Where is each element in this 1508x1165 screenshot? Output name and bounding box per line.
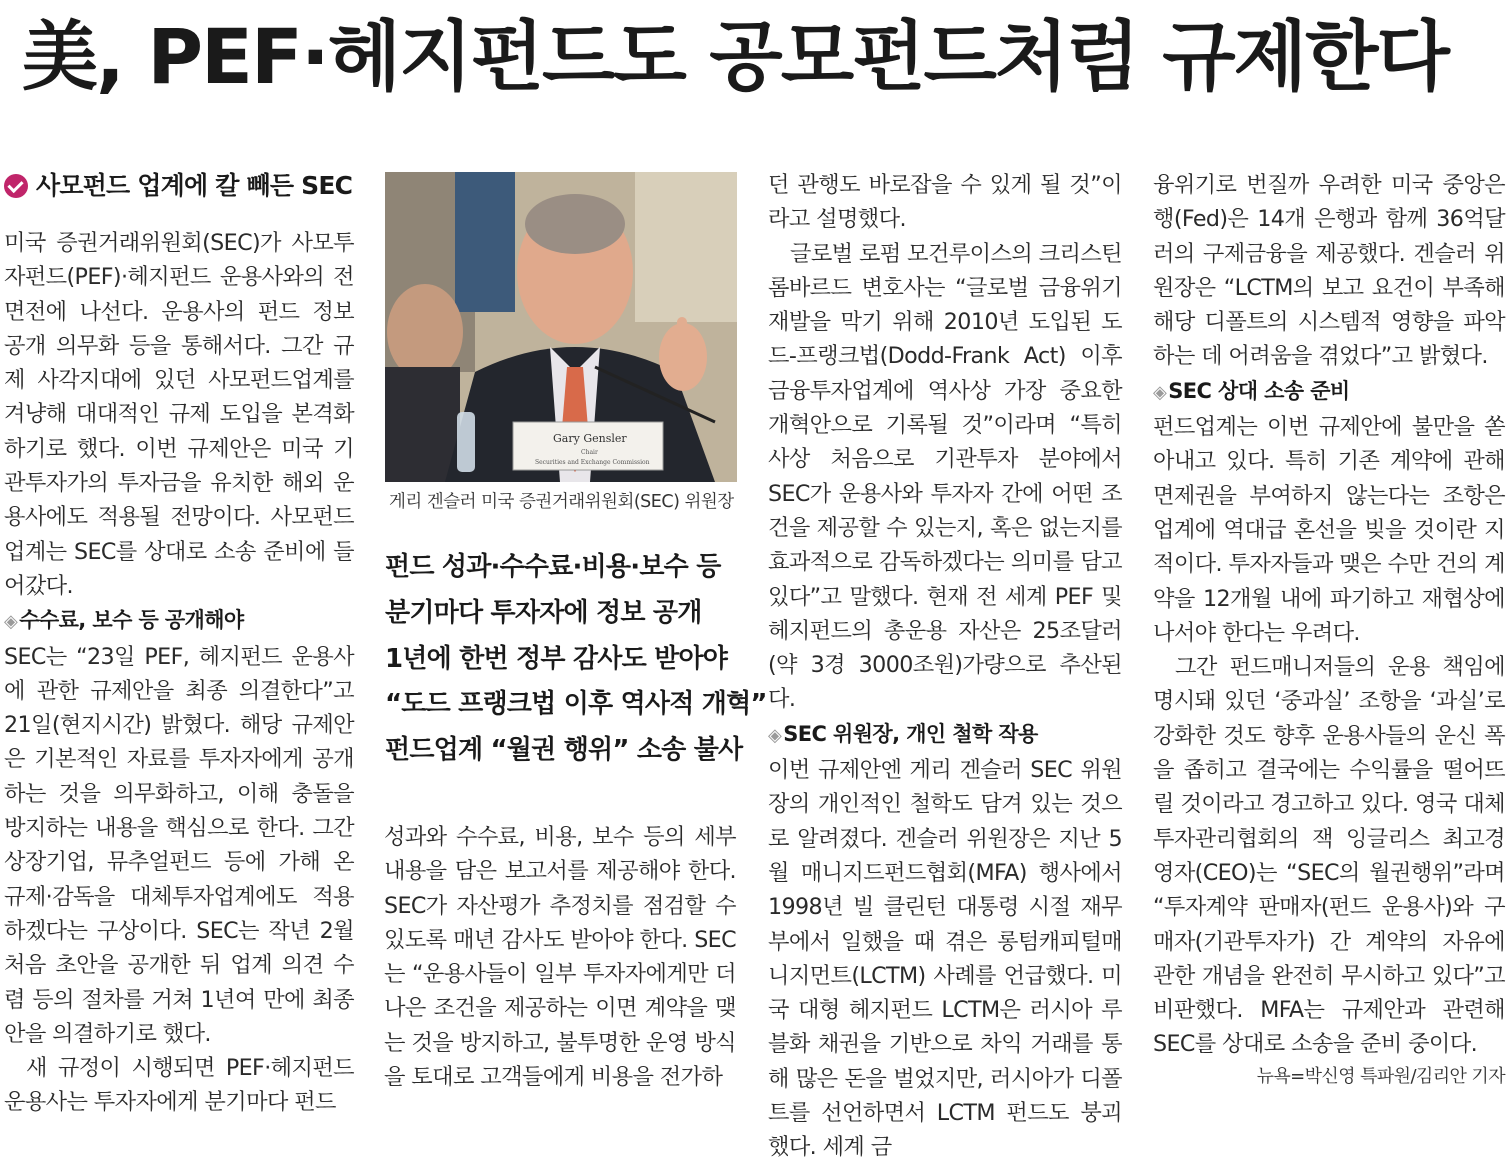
photo-caption: 게리 겐슬러 미국 증권거래위원회(SEC) 위원장 — [389, 492, 734, 512]
pull-quote-line: “도드 프랭크법 이후 역사적 개혁” — [385, 689, 767, 720]
byline: 뉴욕=박신영 특파원/김리안 기자 — [1256, 1065, 1505, 1087]
photo-gary-gensler — [385, 172, 737, 482]
paragraph: 성과와 수수료, 비용, 보수 등의 세부 내용을 담은 보고서를 제공해야 한다. SEC가 자산평가 추정치를 점검할 수 있도록 매년 감사도 받아야 한다. SEC는 “운용사들이 일부 투자자에게만 더 나은 조건을 제공하는 이면 계약을 맺는 것을 방지하고, 불투명한 운영 방식을 토대로 고객들에게 비용을 전가하 — [384, 824, 736, 1091]
paragraph: 새 규정이 시행되면 PEF·헤지펀드 운용사는 투자자에게 분기마다 펀드 — [4, 1055, 354, 1116]
nameplate-title: Chair — [581, 449, 598, 456]
subheading — [768, 717, 1122, 753]
subheading — [4, 603, 354, 639]
nameplate-org: Securities and Exchange Commission — [535, 459, 650, 466]
article-column-4 — [1153, 168, 1505, 1092]
headline: 美, PEF·헤지펀드도 공모펀드처럼 규제한다 — [22, 12, 1448, 101]
paragraph: 펀드업계는 이번 규제안에 불만을 쏟아내고 있다. 특히 기존 계약에 관해 면제권을 부여하지 않는다는 조항은 업계에 역대급 혼선을 빚을 것이란 지적이다. 투자자들과 맺은 수만 건의 계약을 12개월 내에 파기하고 재협상에 나서야 한다는 우려다. — [1153, 414, 1505, 646]
pull-quote-line: 펀드업계 “월권 행위” 소송 불사 — [385, 735, 743, 766]
diamond-icon: ◈ — [4, 611, 18, 633]
article-column-3 — [768, 168, 1122, 1165]
pull-quote-line: 1년에 한번 정부 감사도 받아야 — [385, 643, 728, 674]
diamond-icon: ◈ — [1153, 381, 1167, 403]
article-column-2 — [384, 820, 736, 1094]
article-column-1 — [4, 168, 354, 1120]
paragraph: 이번 규제안엔 게리 겐슬러 SEC 위원장의 개인적인 철학도 담겨 있는 것으로 알려졌다. 겐슬러 위원장은 지난 5월 매니지드펀드협회(MFA) 행사에서 1998년 빌 클린턴 대통령 시절 재무부에서 일했을 때 겪은 롱텀캐피털매니지먼트(LCTM) 사례를 언급했다. 미국 대형 헤지펀드 LCTM은 러시아 루블화 채권을 기반으로 차익 거래를 통해 많은 돈을 벌었지만, 러시아가 디폴트를 선언하면서 LCTM 펀드도 붕괴했다. 세계 금 — [768, 757, 1122, 1161]
subheading-text: 수수료, 보수 등 공개해야 — [19, 608, 244, 633]
subheading-text: SEC 상대 소송 준비 — [1168, 378, 1350, 403]
subheading — [1153, 374, 1505, 410]
paragraph: 글로벌 로펌 모건루이스의 크리스틴 롬바르드 변호사는 “글로벌 금융위기 재발을 막기 위해 2010년 도입된 도드-프랭크법(Dodd-Frank Act) 이후 금융투자업계에 역사상 가장 중요한 개혁안으로 기록될 것”이라며 “특히 사상 처음으로 기관투자 분야에서 SEC가 운용사와 투자자 간에 어떤 조건을 제공할 수 있는지, 혹은 없는지를 효과적으로 감독하겠다는 의미를 담고 있다”고 말했다. 현재 전 세계 PEF 및 헤지펀드의 총운용 자산은 25조달러(약 3경 3000조원)가량으로 추산된다. — [768, 240, 1122, 713]
paragraph: 융위기로 번질까 우려한 미국 중앙은행(Fed)은 14개 은행과 함께 36억달러의 구제금융을 제공했다. 겐슬러 위원장은 “LCTM의 보고 요건이 부족해 해당 디폴트의 시스템적 영향을 파악하는 데 어려움을 겪었다”고 밝혔다. — [1153, 172, 1505, 370]
diamond-icon: ◈ — [768, 724, 782, 746]
paragraph: 미국 증권거래위원회(SEC)가 사모투자펀드(PEF)·헤지펀드 운용사와의 전면전에 나선다. 운용사의 펀드 정보 공개 의무화 등을 통해서다. 그간 규제 사각지대에 있던 사모펀드업계를 겨냥해 대대적인 규제 도입을 본격화하기로 했다. 이번 규제안은 미국 기관투자가의 투자금을 유치한 해외 운용사에도 적용될 전망이다. 사모펀드업계는 SEC를 상대로 소송 준비에 들어갔다. — [4, 230, 354, 599]
section-title — [4, 168, 354, 204]
paragraph: 그간 펀드매니저들의 운용 책임에 명시돼 있던 ‘중과실’ 조항을 ‘과실’로 강화한 것도 향후 운용사들의 운신 폭을 좁히고 결국에는 수익률을 떨어뜨릴 것이라고 경고하고 있다. 영국 대체투자관리협회의 잭 잉글리스 최고경영자(CEO)는 “SEC의 월권행위”라며 “투자계약 판매자(펀드 운용사)와 구매자(기관투자가) 간 계약의 자유에 관한 개념을 완전히 무시하고 있다”고 비판했다. MFA는 규제안과 관련해 SEC를 상대로 소송을 준비 중이다. — [1153, 654, 1505, 1058]
pull-quote-line: 펀드 성과·수수료·비용·보수 등 — [385, 552, 721, 582]
pull-quote-line: 분기마다 투자자에 정보 공개 — [385, 597, 702, 628]
paragraph: 던 관행도 바로잡을 수 있게 될 것”이라고 설명했다. — [768, 172, 1122, 233]
check-icon — [4, 174, 28, 198]
pull-quote — [385, 545, 767, 774]
section-title-text: 사모펀드 업계에 칼 빼든 SEC — [36, 171, 353, 200]
nameplate-name: Gary Gensler — [553, 432, 627, 445]
paragraph: SEC는 “23일 PEF, 헤지펀드 운용사에 관한 규제안을 최종 의결한다”고 21일(현지시간) 밝혔다. 해당 규제안은 기본적인 자료를 투자자에게 공개하는 것을 의무화하고, 이해 충돌을 방지하는 내용을 핵심으로 한다. 그간 상장기업, 뮤추얼펀드 등에 가해 온 규제·감독을 대체투자업계에도 적용하겠다는 구상이다. SEC는 작년 2월 처음 초안을 공개한 뒤 업계 의견 수렴 등의 절차를 거쳐 1년여 만에 최종안을 의결하기로 했다. — [4, 643, 354, 1047]
subheading-text: SEC 위원장, 개인 철학 작용 — [783, 721, 1038, 746]
photo-illustration — [385, 172, 737, 482]
